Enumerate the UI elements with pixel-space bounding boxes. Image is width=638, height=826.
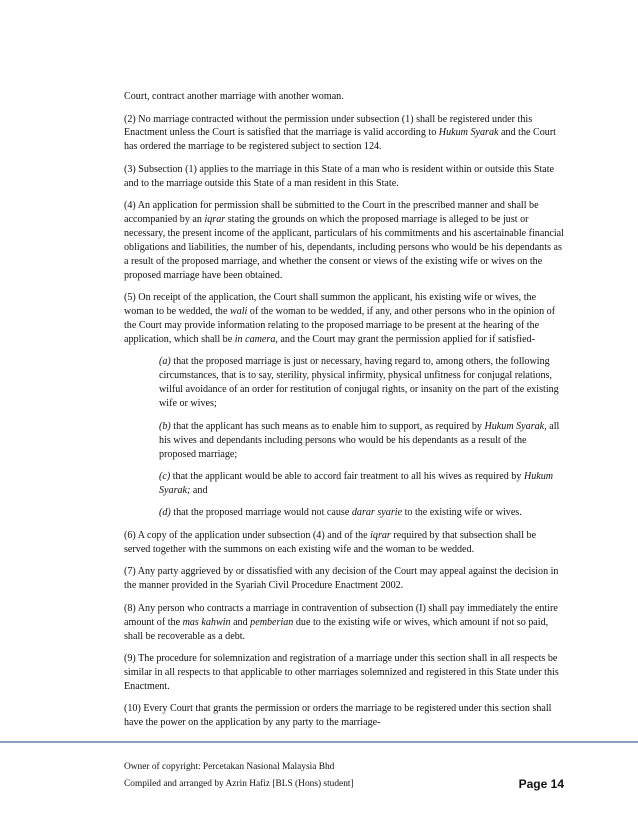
italic-text-run: Hukum Syarak,: [484, 420, 547, 432]
text-run: (9) The procedure for solemnization and registration of a marriage under this section shall in all respects be similar in all respects to that applicable to other marriages solemnized and registered in this State under this Enactment.: [124, 653, 559, 692]
text-run: Court, contract another marriage with another woman.: [124, 91, 344, 102]
subparagraph: [159, 506, 564, 520]
footer-divider: [0, 741, 638, 743]
italic-text-run: (d): [159, 507, 171, 519]
italic-text-run: (c): [159, 471, 171, 482]
italic-text-run: iqrar: [204, 214, 226, 226]
text-run: (6) A copy of the application under subsection (4) and of the: [124, 529, 371, 541]
document-body: [124, 90, 564, 739]
italic-text-run: wali: [229, 306, 248, 318]
text-run: and the Court may grant the permission applied for if satisfied-: [277, 333, 535, 345]
text-run: (8) Any person who contracts a marriage in contravention of subsection (I) shall pay immediately the entire amount of the: [124, 602, 558, 628]
text-run: (10) Every Court that grants the permission or orders the marriage to be registered under this section shall have the power on the application by any party to the marriage-: [124, 703, 552, 729]
text-run: due to the existing wife or wives, which amount if not so paid, shall be recoverable as a debt.: [124, 616, 549, 642]
text-run: and: [190, 484, 208, 496]
text-run: that the applicant has such means as to enable him to support, as required by: [170, 420, 485, 432]
italic-text-run: darar syarie: [351, 507, 403, 519]
subparagraph: [159, 420, 564, 462]
italic-text-run: Hukum Syarak: [438, 127, 499, 139]
subparagraph: [159, 470, 564, 498]
text-run: and: [230, 616, 251, 628]
paragraph-group: [124, 529, 564, 730]
italic-text-run: Hukum Syarak;: [159, 471, 554, 496]
copyright-notice: Owner of copyright: Percetakan Nasional Malaysia Bhd: [124, 762, 335, 772]
text-run: to the existing wife or wives.: [402, 507, 522, 519]
paragraph: [124, 291, 564, 347]
italic-text-run: mas kahwin: [182, 616, 231, 628]
text-run: required by that subsection shall be served together with the summons on each existing wife and the woman to be wedded.: [124, 529, 537, 555]
compiler-credit: Compiled and arranged by Azrin Hafiz [BLS (Hons) student]: [124, 779, 354, 789]
text-run: (7) Any party aggrieved by or dissatisfied with any decision of the Court may appeal against the decision in the manner provided in the Syariah Civil Procedure Enactment 2002.: [124, 566, 559, 592]
paragraph: [124, 702, 564, 730]
subparagraph: [159, 355, 564, 411]
italic-text-run: in camera,: [234, 333, 278, 345]
text-run: all his wives and dependants including persons who would be his dependants as a result of the proposed marriage;: [159, 420, 560, 460]
text-run: that the proposed marriage would not cause: [170, 507, 352, 519]
paragraph: [124, 652, 564, 694]
paragraph: [124, 565, 564, 593]
italic-text-run: pemberian: [250, 616, 294, 628]
text-run: (2) No marriage contracted without the permission under subsection (1) shall be registered under this Enactment unless the Court is satisfied that the marriage is valid according to: [124, 113, 533, 139]
paragraph: [124, 529, 564, 557]
paragraph: [124, 602, 564, 644]
text-run: (4) An application for permission shall be submitted to the Court in the prescribed manner and shall be accompanied by an: [124, 200, 539, 226]
paragraph: [124, 163, 564, 191]
italic-text-run: iqrar: [370, 529, 391, 541]
text-run: of the woman to be wedded, if any, and other persons who in the opinion of the Court may provide information relating to the proposed marriage to be present at the hearing of the application, which shall be: [124, 306, 556, 345]
italic-text-run: (a): [159, 356, 171, 368]
text-run: (5) On receipt of the application, the Court shall summon the applicant, his existing wife or wives, the woman to be wedded, the: [124, 292, 537, 318]
text-run: stating the grounds on which the proposed marriage is alleged to be just or necessary, the present income of the applicant, particulars of his commitments and his ascertainable financial obligations and liabilities, the number of his, dependants, including persons who would be his dependants as a result of the proposed marriage, and whether the consent or views of the existing wife or wives on the proposed marriage have been obtained.: [124, 214, 564, 281]
paragraph: [124, 90, 564, 104]
page-number: Page 14: [518, 777, 564, 791]
text-run: (3) Subsection (1) applies to the marriage in this State of a man who is resident within or outside this State and to the marriage outside this State of a man resident in this State.: [124, 163, 555, 189]
paragraph-group: [124, 90, 564, 347]
paragraph: [124, 113, 564, 155]
page-footer: [124, 759, 564, 793]
text-run: and the Court has ordered the marriage to be registered subject to section 124.: [124, 127, 556, 153]
paragraph: [124, 199, 564, 282]
text-run: that the applicant would be able to accord fair treatment to all his wives as required by: [170, 471, 524, 482]
subparagraph-group: [124, 355, 564, 520]
text-run: that the proposed marriage is just or necessary, having regard to, among others, the following circumstances, that is to say, sterility, physical infirmity, physical unfitness for conjugal relations, wilful avoidance of an order for restitution of conjugal rights, or insanity on the part of the existing wife or wives;: [159, 356, 559, 410]
italic-text-run: (b): [159, 420, 171, 432]
